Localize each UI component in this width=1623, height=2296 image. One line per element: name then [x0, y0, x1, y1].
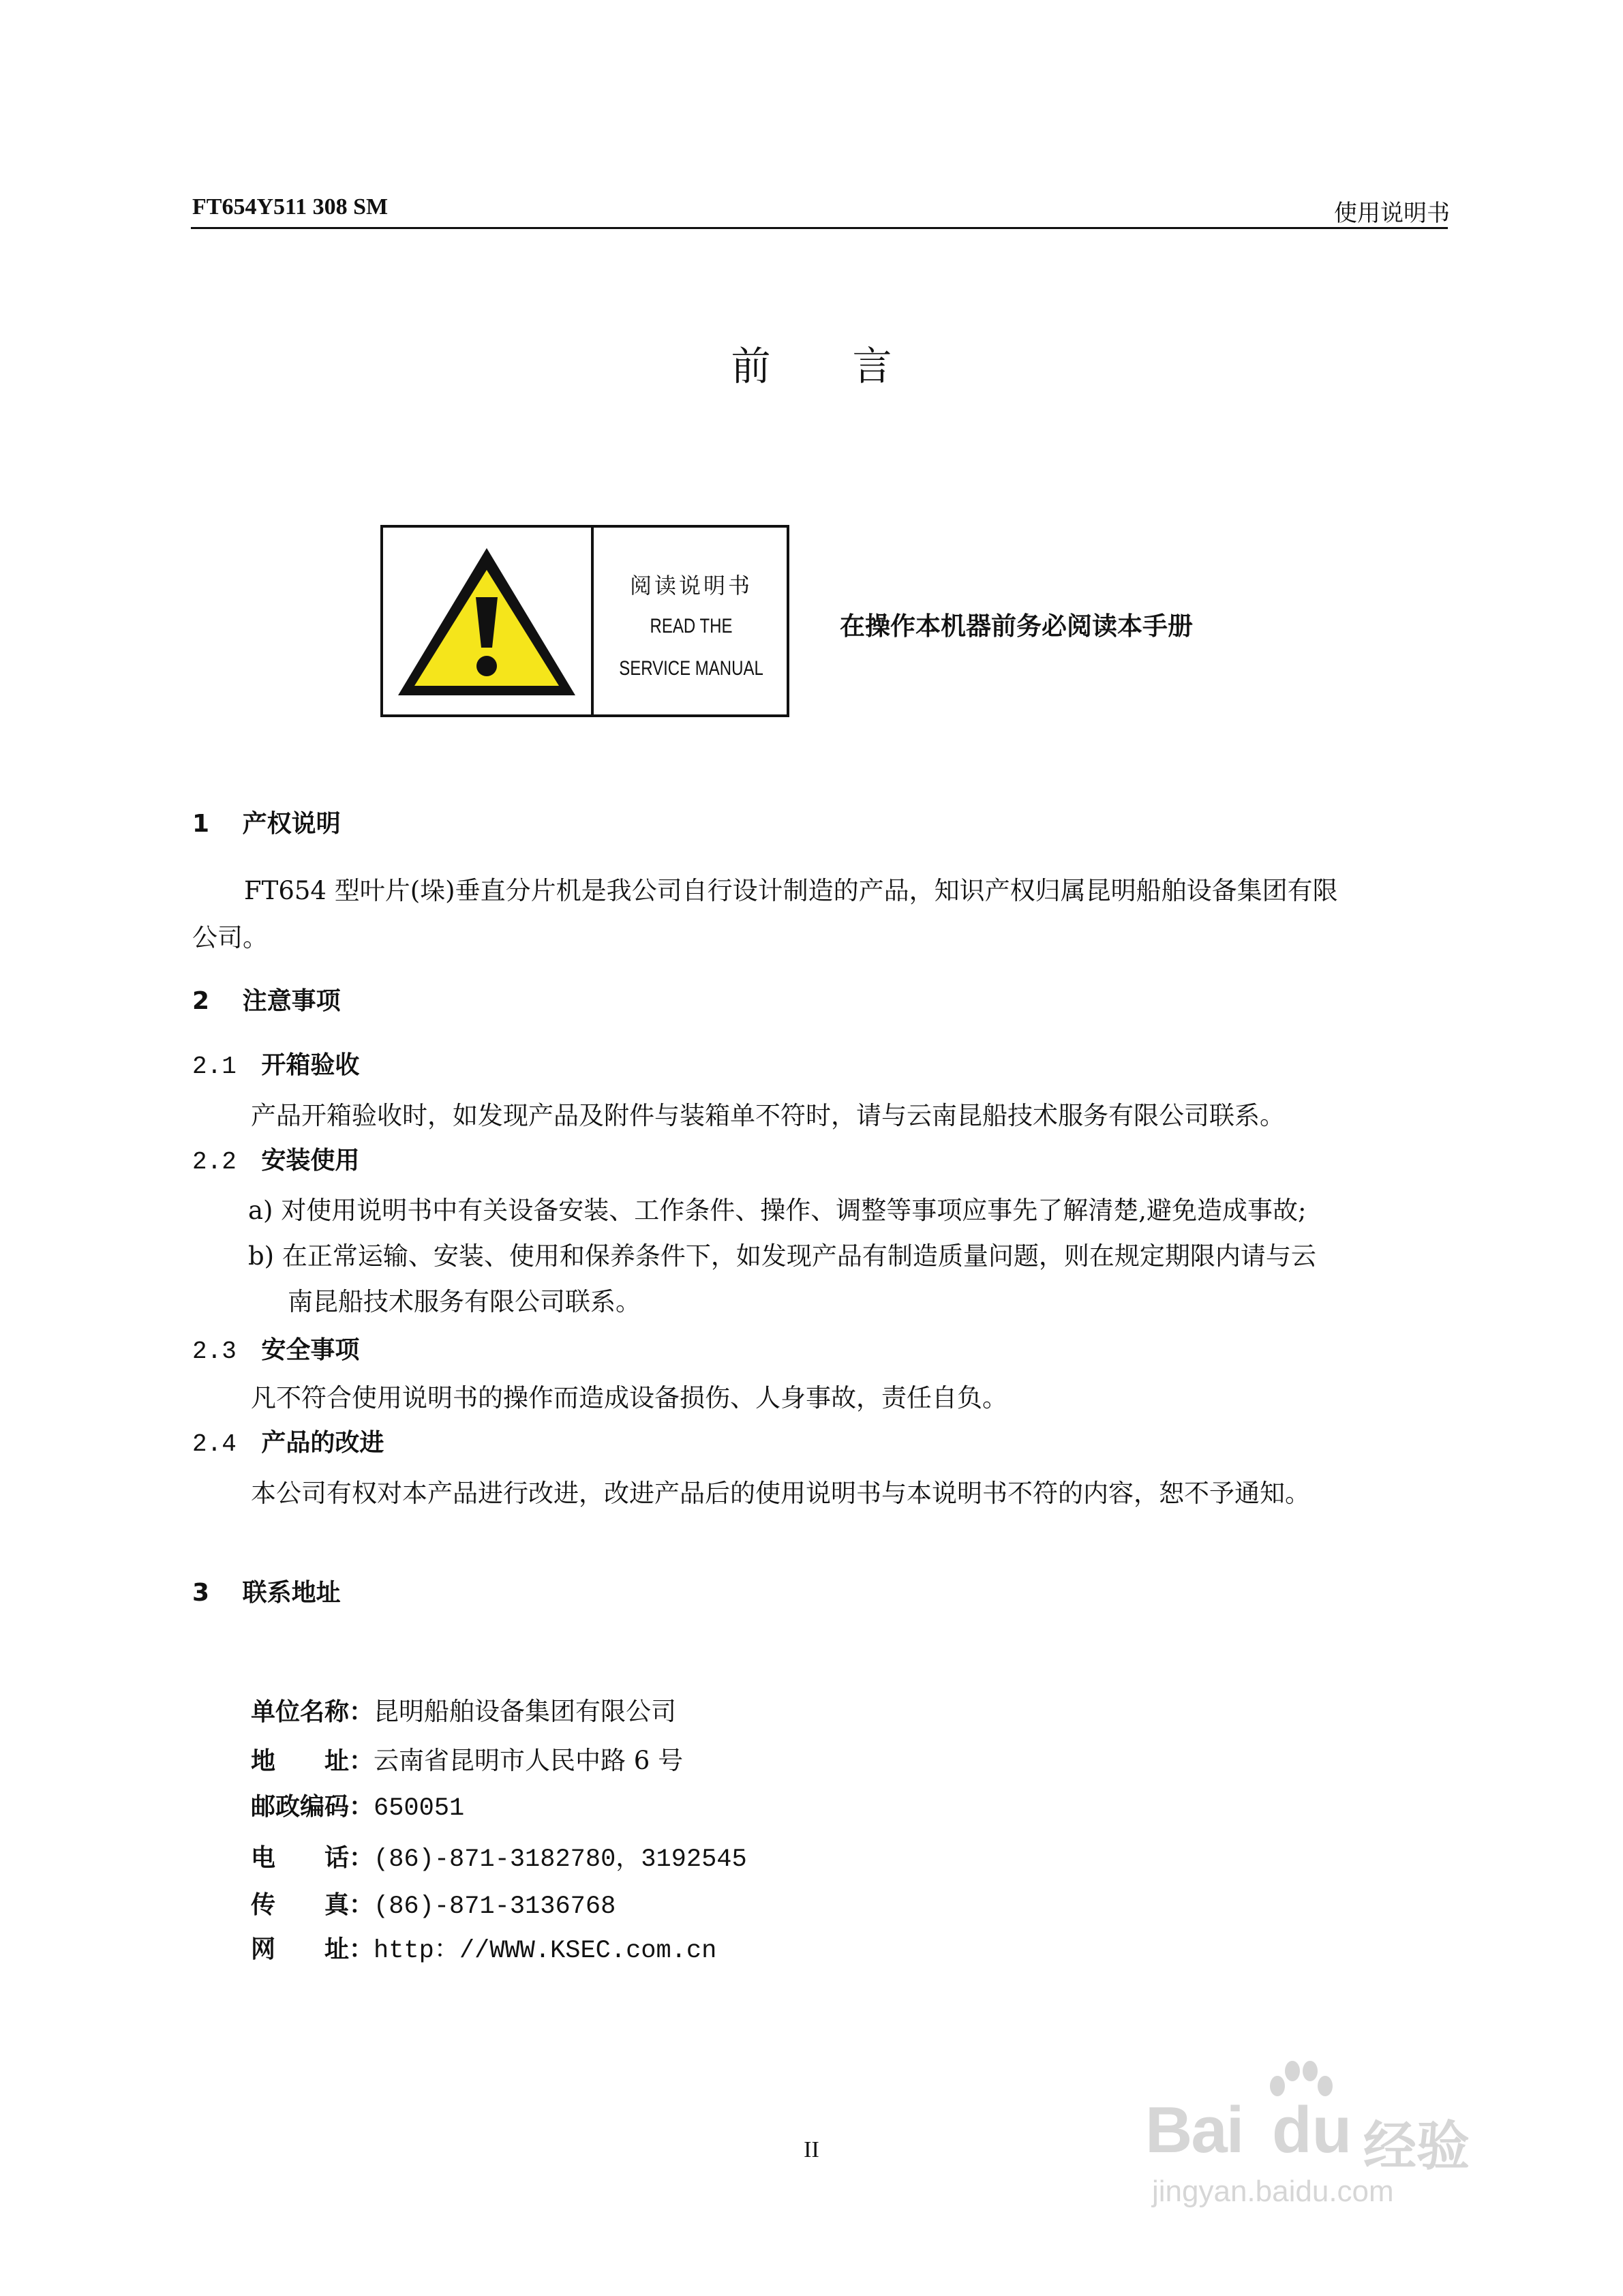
contact-value: 650051 [374, 1794, 465, 1823]
baidu-jingyan-watermark [1145, 2045, 1527, 2209]
section-3-heading [192, 1573, 341, 1608]
watermark-brand-a: Bai [1145, 2094, 1243, 2166]
section-number: 2.1 [192, 1053, 237, 1081]
section-number: 3 [192, 1579, 210, 1607]
section-2-3-text: 凡不符合使用说明书的操作而造成设备损伤、人身事故，责任自负。 [251, 1383, 1007, 1413]
contact-label: 邮政编码： [251, 1793, 374, 1821]
section-number: 2.2 [192, 1148, 237, 1176]
contact-row [251, 1787, 464, 1823]
section-number: 2 [192, 987, 210, 1015]
page-title: 前言 [731, 343, 974, 389]
document-code: FT654Y511 308 SM [192, 194, 389, 220]
contact-label: 电 话： [251, 1844, 374, 1872]
section-number: 1 [192, 810, 210, 838]
section-2-2-item-b-line1: b) 在正常运输、安装、使用和保养条件下，如发现产品有制造质量问题，则在规定期限内请与云 [248, 1241, 1316, 1271]
warning-label-en-line2: SERVICE MANUAL [619, 657, 763, 680]
warning-label [596, 528, 787, 714]
section-2-2-heading [192, 1141, 359, 1176]
section-2-4-heading [192, 1423, 384, 1458]
section-2-2-item-b-line2: 南昆船技术服务有限公司联系。 [288, 1287, 641, 1316]
contact-value[interactable]: http：//WWW.KSEC.com.cn [374, 1937, 717, 1965]
warning-label-en-line1: READ THE [650, 615, 733, 637]
document-type: 使用说明书 [1334, 200, 1450, 227]
page-number: II [804, 2137, 819, 2162]
section-title: 联系地址 [242, 1579, 341, 1607]
watermark-url: jingyan.baidu.com [1152, 2175, 1394, 2208]
watermark-brand-b: du [1272, 2094, 1352, 2166]
watermark-brand-cn: 经验 [1363, 2116, 1470, 2176]
section-1-heading [192, 804, 341, 839]
contact-row [251, 1740, 683, 1777]
contact-label: 传 真： [251, 1891, 374, 1919]
section-1-paragraph-line2: 公司。 [192, 923, 268, 952]
section-2-heading [192, 982, 341, 1016]
contact-value: (86)-871-3182780，3192545 [374, 1845, 747, 1874]
section-title: 产品的改进 [261, 1429, 384, 1457]
header-rule [191, 227, 1448, 229]
section-2-3-heading [192, 1331, 359, 1365]
section-2-4-text: 本公司有权对本产品进行改进，改进产品后的使用说明书与本说明书不符的内容，恕不予通知。 [251, 1479, 1310, 1508]
contact-row [251, 1837, 747, 1874]
section-title: 开箱验收 [261, 1051, 360, 1079]
contact-value: (86)-871-3136768 [374, 1892, 616, 1921]
warning-sign [380, 525, 789, 717]
warning-caption: 在操作本机器前务必阅读本手册 [840, 611, 1193, 641]
section-2-2-item-a: a) 对使用说明书中有关设备安装、工作条件、操作、调整等事项应事先了解清楚,避免造成事故; [248, 1196, 1307, 1225]
section-1-paragraph-line1: FT654 型叶片(垛)垂直分片机是我公司自行设计制造的产品，知识产权归属昆明船舶设备集团有限 [244, 876, 1338, 905]
contact-value: 昆明船舶设备集团有限公司 [374, 1697, 677, 1726]
section-2-1-heading [192, 1046, 359, 1081]
contact-label: 地 址： [251, 1747, 374, 1775]
contact-label: 网 址： [251, 1935, 374, 1963]
section-title: 产权说明 [242, 810, 341, 838]
section-title: 注意事项 [242, 987, 341, 1015]
section-title: 安全事项 [261, 1336, 360, 1364]
section-number: 2.3 [192, 1338, 237, 1365]
section-number: 2.4 [192, 1430, 237, 1458]
contact-row [251, 1886, 616, 1921]
section-2-1-text: 产品开箱验收时，如发现产品及附件与装箱单不符时，请与云南昆船技术服务有限公司联系。 [251, 1101, 1285, 1130]
warning-triangle-icon [383, 528, 594, 714]
warning-label-cn: 阅读说明书 [629, 573, 753, 599]
contact-row [251, 1928, 716, 1965]
section-title: 安装使用 [261, 1147, 360, 1175]
contact-value: 云南省昆明市人民中路 6 号 [374, 1746, 684, 1775]
contact-label: 单位名称： [251, 1698, 374, 1726]
contact-row [251, 1691, 676, 1727]
